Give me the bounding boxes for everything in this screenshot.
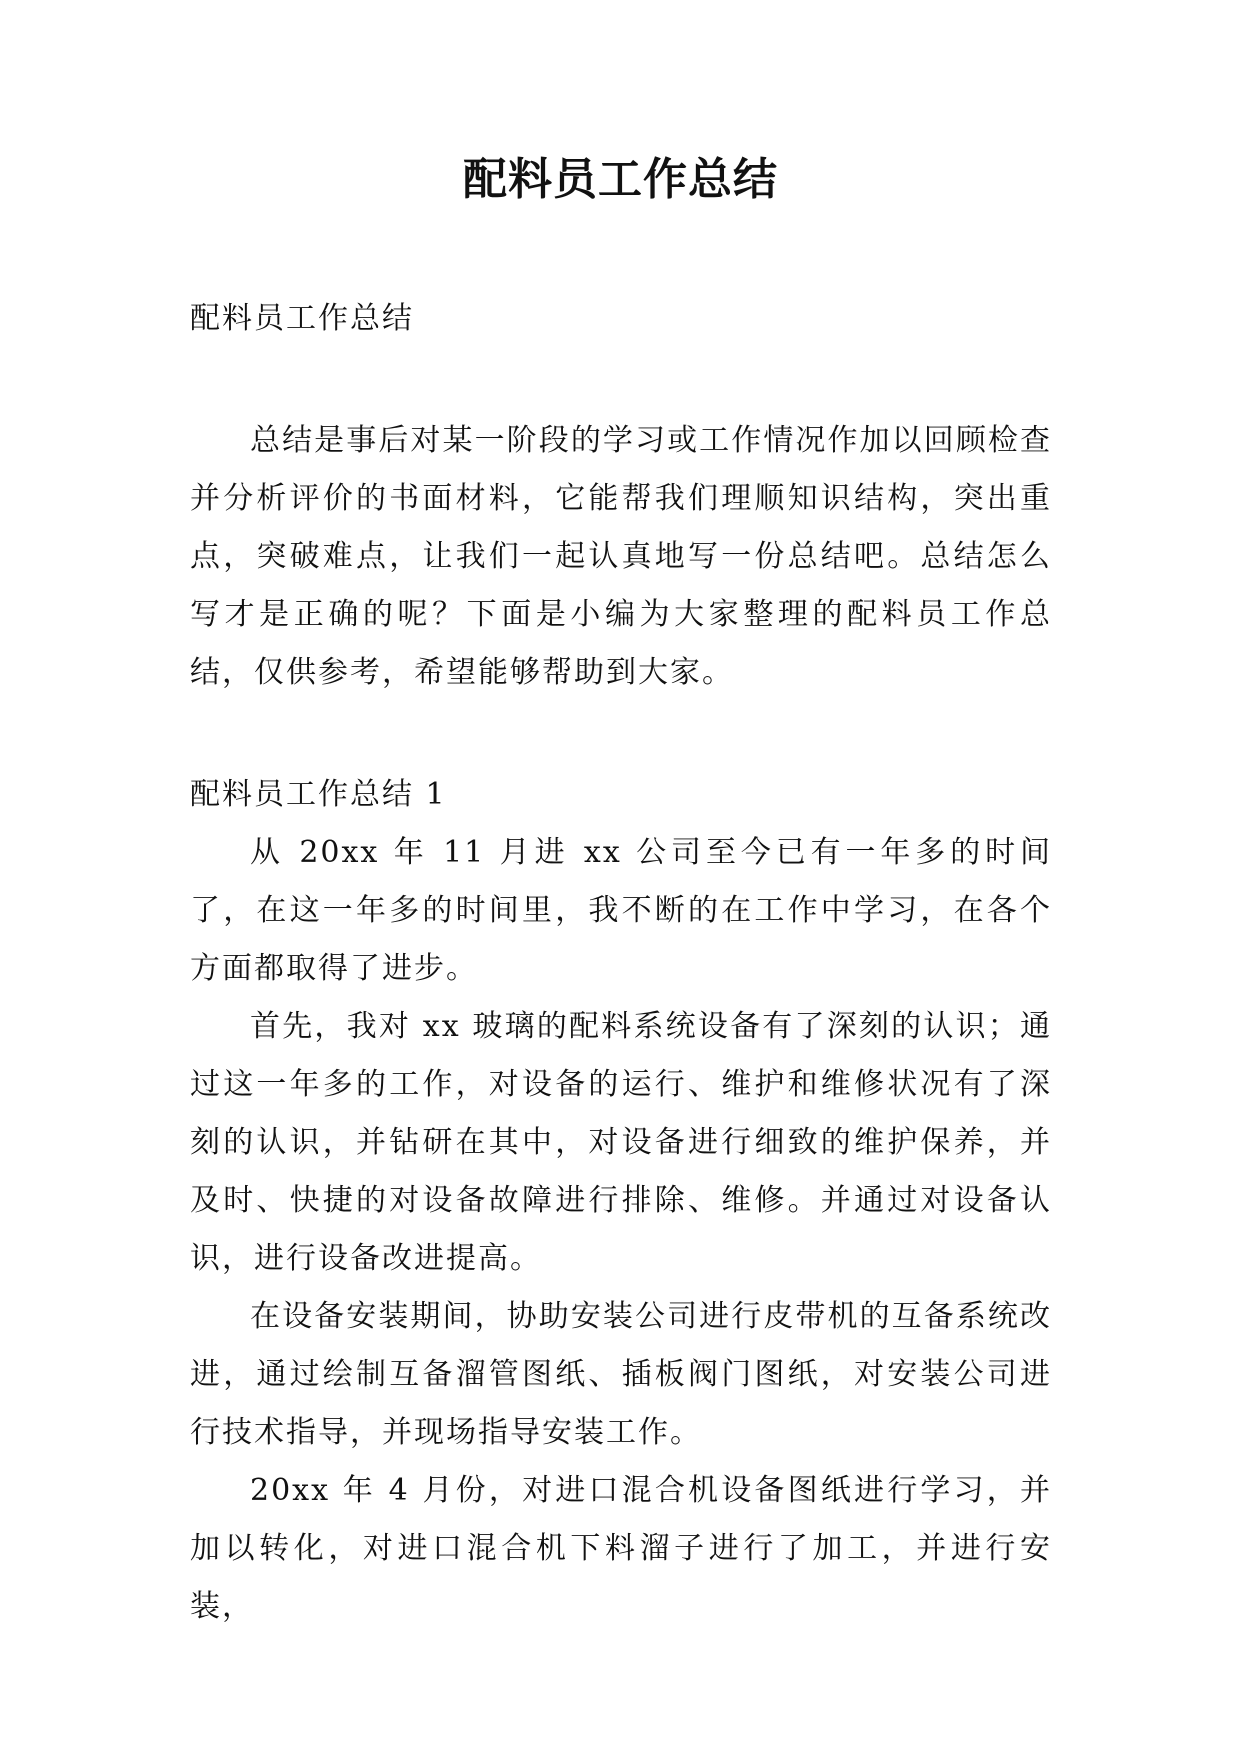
body-paragraph: 首先，我对 xx 玻璃的配料系统设备有了深刻的认识；通过这一年多的工作，对设备的运行、维护和维修状况有了深刻的认识，并钻研在其中，对设备进行细致的维护保养，并及时、快捷的对设备故障进行排除、维修。并通过对设备认识，进行设备改进提高。 bbox=[190, 1009, 1052, 1276]
body-paragraph: 从 20xx 年 11 月进 xx 公司至今已有一年多的时间了，在这一年多的时间里，我不断的在工作中学习，在各个方面都取得了进步。 bbox=[190, 835, 1052, 986]
document-title: 配料员工作总结 bbox=[463, 154, 778, 205]
section-heading: 配料员工作总结 1 bbox=[190, 777, 447, 812]
document-body bbox=[190, 290, 1052, 1636]
body-paragraph: 20xx 年 4 月份，对进口混合机设备图纸进行学习，并加以转化，对进口混合机下料溜子进行了加工，并进行安装， bbox=[190, 1473, 1052, 1624]
body-paragraph: 在设备安装期间，协助安装公司进行皮带机的互备系统改进，通过绘制互备溜管图纸、插板阀门图纸，对安装公司进行技术指导，并现场指导安装工作。 bbox=[190, 1299, 1052, 1450]
document-subtitle: 配料员工作总结 bbox=[190, 301, 414, 336]
intro-paragraph: 总结是事后对某一阶段的学习或工作情况作加以回顾检查并分析评价的书面材料，它能帮我们理顺知识结构，突出重点，突破难点，让我们一起认真地写一份总结吧。总结怎么写才是正确的呢？下面是小编为大家整理的配料员工作总结，仅供参考，希望能够帮助到大家。 bbox=[190, 423, 1052, 690]
